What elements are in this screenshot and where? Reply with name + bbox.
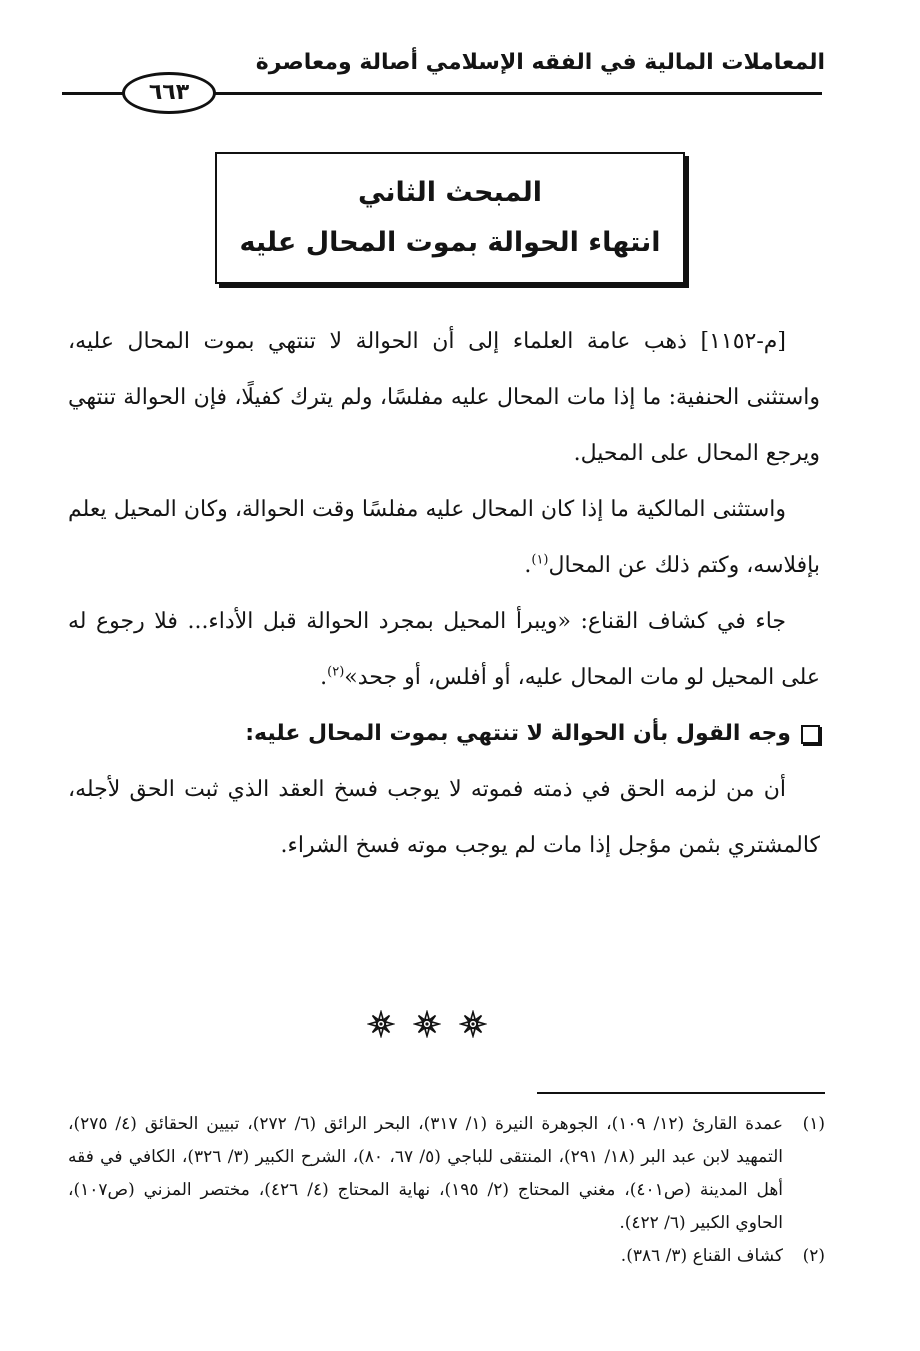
paragraph-2 xyxy=(68,482,820,594)
footnote-marker: (١) xyxy=(802,1114,825,1134)
subheading-text: وجه القول بأن الحوالة لا تنتهي بموت المحال عليه: xyxy=(245,721,791,746)
subheading xyxy=(68,706,820,762)
footnote-marker: (٢) xyxy=(802,1246,825,1266)
section-heading: المبحث الثاني xyxy=(358,177,542,208)
paragraph-1: [م-١١٥٢] ذهب عامة العلماء إلى أن الحوالة لا تنتهي بموت المحال عليه، واستثنى الحنفية: ما إذا مات المحال عليه مفلسًا، ولم يترك كفيلًا، فإن الحوالة تنتهي ويرجع المحال على المحيل. xyxy=(68,329,820,466)
paragraph-3-text: جاء في كشاف القناع: «ويبرأ المحيل بمجرد الحوالة قبل الأداء... فلا رجوع له على المحيل لو مات المحال عليه، أو أفلس، أو جحد» xyxy=(68,609,820,690)
footnote-1 xyxy=(68,1108,825,1240)
paragraph-4: أن من لزمه الحق في ذمته فموته لا يوجب فسخ العقد الذي ثبت الحق لأجله، كالمشتري بثمن مؤجل إذا مات لم يوجب موته فسخ الشراء. xyxy=(68,777,820,858)
section-title-box xyxy=(215,152,685,284)
paragraph-2-text: واستثنى المالكية ما إذا كان المحال عليه مفلسًا وقت الحوالة، وكان المحيل يعلم بإفلاسه، وكتم ذلك عن المحال xyxy=(68,497,820,578)
paragraph-2-end: . xyxy=(524,553,532,578)
footnotes xyxy=(68,1108,825,1273)
flower-ornament-icon xyxy=(367,1010,395,1038)
footnote-2 xyxy=(68,1240,825,1273)
flower-ornament-icon xyxy=(413,1010,441,1038)
section-subtitle: انتهاء الحوالة بموت المحال عليه xyxy=(239,227,661,258)
paragraph-3-end: . xyxy=(320,665,328,690)
body-text xyxy=(68,314,820,874)
footnote-ref-2[interactable]: (٢) xyxy=(327,664,345,680)
footnote-ref-1[interactable]: (١) xyxy=(531,552,549,568)
square-bullet-icon xyxy=(801,725,820,744)
running-title: المعاملات المالية في الفقه الإسلامي أصالة ومعاصرة xyxy=(255,50,825,75)
footnote-text: كشاف القناع (٣/ ٣٨٦). xyxy=(620,1246,783,1266)
footnote-text: عمدة القارئ (١٢/ ١٠٩)، الجوهرة النيرة (١/ ٣١٧)، البحر الرائق (٦/ ٢٧٢)، تبيين الحقائق (٤/ ٢٧٥)، التمهيد لابن عبد البر (١٨/ ٢٩١)، المنتقى للباجي (٥/ ٦٧، ٨٠)، الشرح الكبير (٣/ ٣٢٦)، الكافي في فقه أهل المدينة (ص٤٠١)، مغني المحتاج (٢/ ١٩٥)، نهاية المحتاج (٤/ ٤٢٦)، مختصر المزني (ص١٠٧)، الحاوي الكبير (٦/ ٤٢٢). xyxy=(68,1114,784,1233)
paragraph-3 xyxy=(68,594,820,706)
flower-ornament-icon xyxy=(459,1010,487,1038)
section-divider-ornaments xyxy=(362,1010,492,1038)
page-number: ٦٦٣ xyxy=(122,72,216,114)
footnote-separator xyxy=(537,1092,825,1094)
